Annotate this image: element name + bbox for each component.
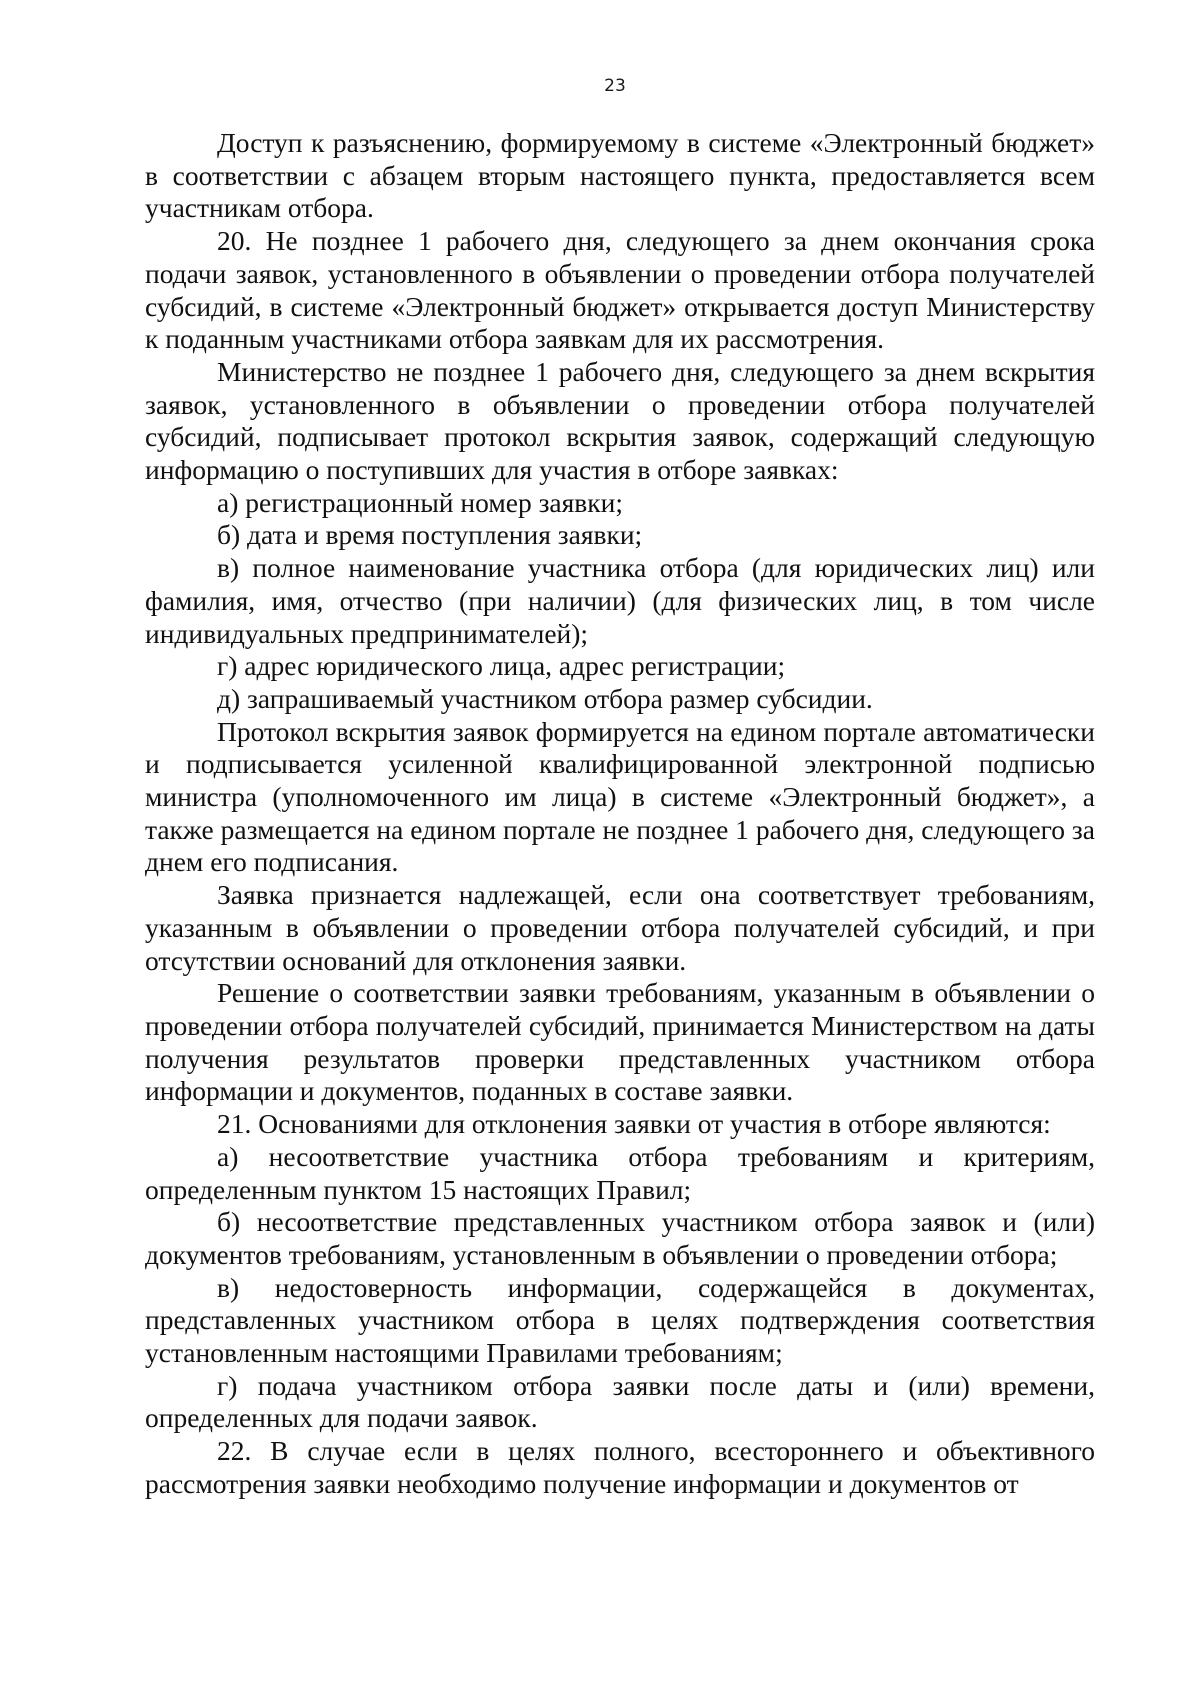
paragraph-application-proper: Заявка признается надлежащей, если она соответствует требованиям, указанным в объявлении о проведении отбора получателей субсидий, и при отсутствии оснований для отклонения заявки. [145,879,1095,976]
paragraph-clause-22: 22. В случае если в целях полного, всестороннего и объективного рассмотрения заявки необходимо получение информации и документов от [145,1435,1095,1499]
paragraph-protocol-formation: Протокол вскрытия заявок формируется на едином портале автоматически и подписывается усиленной квалифицированной электронной подписью министра (уполномоченного им лица) в системе «Электронный бюджет», а также размещается на едином портале не позднее 1 рабочего дня, следующего за днем его подписания. [145,715,1095,878]
list-item-d-subsidy-amount: д) запрашиваемый участником отбора размер субсидии. [217,682,873,714]
list-item-a-nonconformity-participant: а) несоответствие участника отбора требованиям и критериям, определенным пунктом 15 настоящих Правил; [145,1140,1095,1205]
list-item-b-date-time: б) дата и время поступления заявки; [217,519,643,551]
paragraph-ministry-protocol: Министерство не позднее 1 рабочего дня, следующего за днем вскрытия заявок, установленного в объявлении о проведении отбора получателей субсидий, подписывает протокол вскрытия заявок, содержащий следующую информацию о поступивших для участия в отборе заявках: [145,355,1095,486]
list-item-g-address: г) адрес юридического лица, адрес регистрации; [217,650,786,682]
paragraph-clause-20: 20. Не позднее 1 рабочего дня, следующего за днем окончания срока подачи заявок, установленного в объявлении о проведении отбора получателей субсидий, в системе «Электронный бюджет» открывается доступ Министерству к поданным участниками отбора заявкам для их рассмотрения. [145,225,1095,355]
list-item-a-registration-number: а) регистрационный номер заявки; [217,486,623,518]
page-number: 23 [604,76,626,96]
list-item-b-nonconformity-documents: б) несоответствие представленных участником отбора заявок и (или) документов требованиям, установленным в объявлении о проведении отбора; [145,1206,1095,1270]
paragraph-compliance-decision: Решение о соответствии заявки требованиям, указанным в объявлении о проведении отбора получателей субсидий, принимается Министерством на даты получения результатов проверки представленных участником отбора информации и документов, поданных в составе заявки. [145,977,1095,1107]
document-body [145,127,1095,1501]
list-item-v-unreliable-information: в) недостоверность информации, содержащейся в документах, представленных участником отбора в целях подтверждения соответствия установленным настоящими Правилами требованиям; [145,1271,1095,1369]
paragraph-access-clarification: Доступ к разъяснению, формируемому в системе «Электронный бюджет» в соответствии с абзацем вторым настоящего пункта, предоставляется всем участникам отбора. [145,127,1095,224]
list-item-g-late-submission: г) подача участником отбора заявки после даты и (или) времени, определенных для подачи заявок. [145,1369,1095,1434]
list-item-v-participant-name: в) полное наименование участника отбора (для юридических лиц) или фамилия, имя, отчество (при наличии) (для физических лиц, в том числе индивидуальных предпринимателей); [145,552,1095,649]
paragraph-clause-21: 21. Основаниями для отклонения заявки от участия в отборе являются: [217,1108,1051,1140]
